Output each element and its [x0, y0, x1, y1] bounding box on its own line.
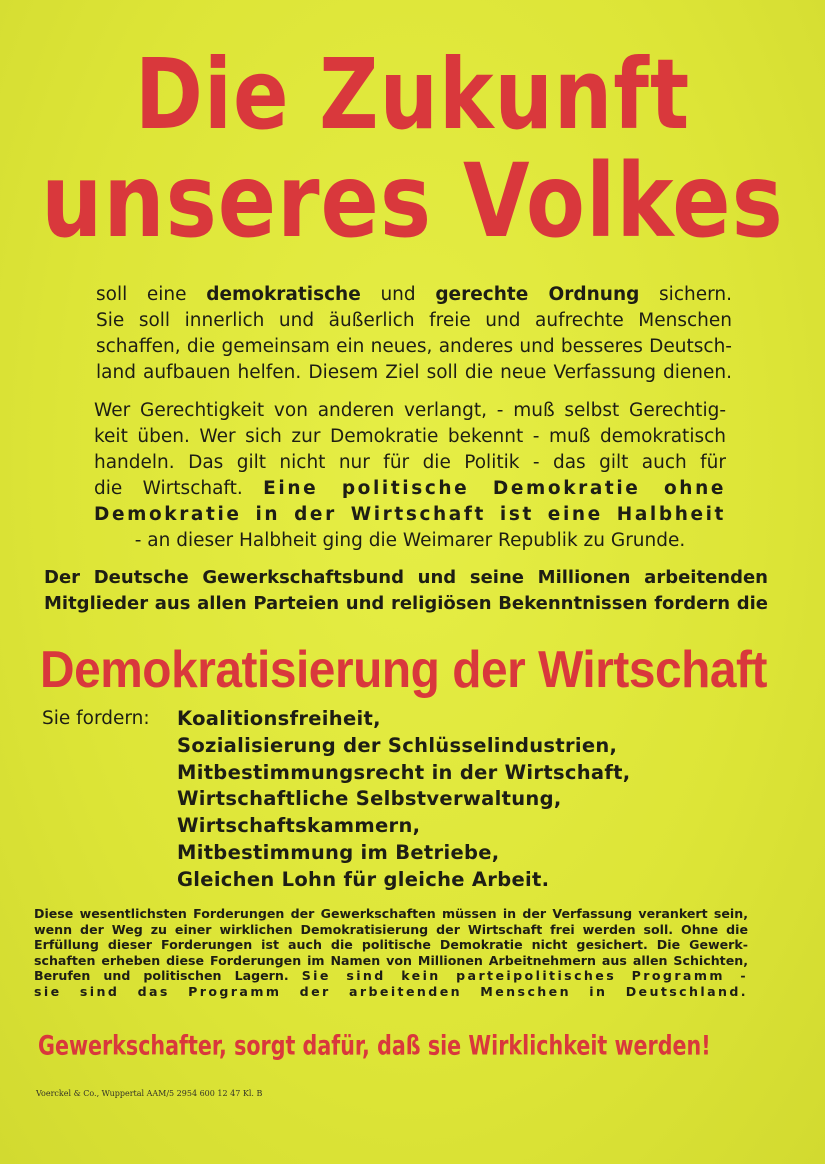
- justice-emphasis: Eine politische Demokratie ohne: [263, 478, 726, 499]
- headline-line-2: unseres Volkes: [41, 143, 784, 261]
- closing-line-5: [34, 968, 748, 984]
- closing-emphasis: Sie sind kein parteipolitisches Programm -: [301, 968, 748, 984]
- closing-line-4: schaften erheben diese Forderungen im Namen von Millionen Arbeitnehmern aus allen Schichten,: [34, 952, 748, 968]
- closing-line-3: Erfüllung dieser Forderungen ist auch die politische Demokratie nicht gesichert. Die Gewerk-: [34, 937, 748, 953]
- intro-emphasis-order: gerechte Ordnung: [435, 284, 640, 305]
- demand-item: Wirtschaftskammern,: [177, 814, 421, 838]
- union-paragraph: [44, 565, 768, 617]
- demands-list: [177, 706, 630, 894]
- union-line-1: Der Deutsche Gewerkschaftsbund und seine Millionen arbeitenden: [44, 567, 768, 588]
- intro-line-1: [96, 282, 732, 308]
- subheadline: Demokratisierung der Wirtschaft: [40, 641, 768, 699]
- call-to-action: Gewerkschafter, sorgt dafür, daß sie Wirklichkeit werden!: [38, 1030, 711, 1062]
- demand-item: Mitbestimmung im Betriebe,: [177, 840, 500, 864]
- demand-item: Mitbestimmungsrecht in der Wirtschaft,: [177, 760, 631, 784]
- demands-label: Sie fordern:: [42, 708, 150, 729]
- headline-line-1: Die Zukunft: [134, 39, 691, 152]
- justice-text: die Wirtschaft.: [94, 478, 264, 499]
- justice-line-2: keit üben. Wer sich zur Demokratie bekennt - muß demokratisch: [94, 426, 726, 447]
- closing-text: Berufen und politischen Lagern.: [34, 968, 302, 984]
- printer-imprint: Voerckel & Co., Wuppertal AAM/5 2954 600 12 47 Kl. B: [36, 1089, 263, 1098]
- justice-line-5: Demokratie in der Wirtschaft ist eine Halbheit: [94, 504, 726, 525]
- demand-item: Wirtschaftliche Selbstverwaltung,: [177, 787, 562, 811]
- closing-line-6: sie sind das Programm der arbeitenden Menschen in Deutschland.: [34, 983, 748, 999]
- justice-line-3: handeln. Das gilt nicht nur für die Politik - das gilt auch für: [94, 452, 726, 473]
- intro-text: sichern.: [639, 284, 732, 305]
- closing-line-2: wenn der Weg zu einer wirklichen Demokratisierung der Wirtschaft frei werden soll. Ohne die: [34, 921, 748, 937]
- intro-emphasis-democratic: demokratische: [206, 284, 361, 305]
- demand-item: Gleichen Lohn für gleiche Arbeit.: [177, 867, 550, 891]
- justice-line-6: - an dieser Halbheit ging die Weimarer Republik zu Grunde.: [134, 530, 686, 551]
- justice-paragraph: [94, 398, 726, 554]
- intro-line-4: land aufbauen helfen. Diesem Ziel soll die neue Verfassung dienen.: [96, 362, 732, 383]
- closing-line-1: Diese wesentlichsten Forderungen der Gewerkschaften müssen in der Verfassung verankert sein,: [34, 906, 748, 921]
- intro-text: und: [360, 284, 436, 305]
- intro-line-2: Sie soll innerlich und äußerlich freie und aufrechte Menschen: [96, 310, 732, 331]
- intro-line-3: schaffen, die gemeinsam ein neues, anderes und besseres Deutsch-: [96, 336, 732, 357]
- union-line-2: Mitglieder aus allen Parteien und religiösen Bekenntnissen fordern die: [44, 593, 768, 614]
- demand-item: Sozialisierung der Schlüsselindustrien,: [177, 733, 618, 757]
- justice-line-4: [94, 476, 726, 502]
- justice-line-1: Wer Gerechtigkeit von anderen verlangt, - muß selbst Gerechtig-: [94, 400, 726, 421]
- closing-paragraph: [34, 906, 748, 1000]
- intro-text: soll eine: [96, 284, 207, 305]
- demand-item: Koalitionsfreiheit,: [177, 707, 381, 730]
- intro-paragraph: [96, 282, 732, 386]
